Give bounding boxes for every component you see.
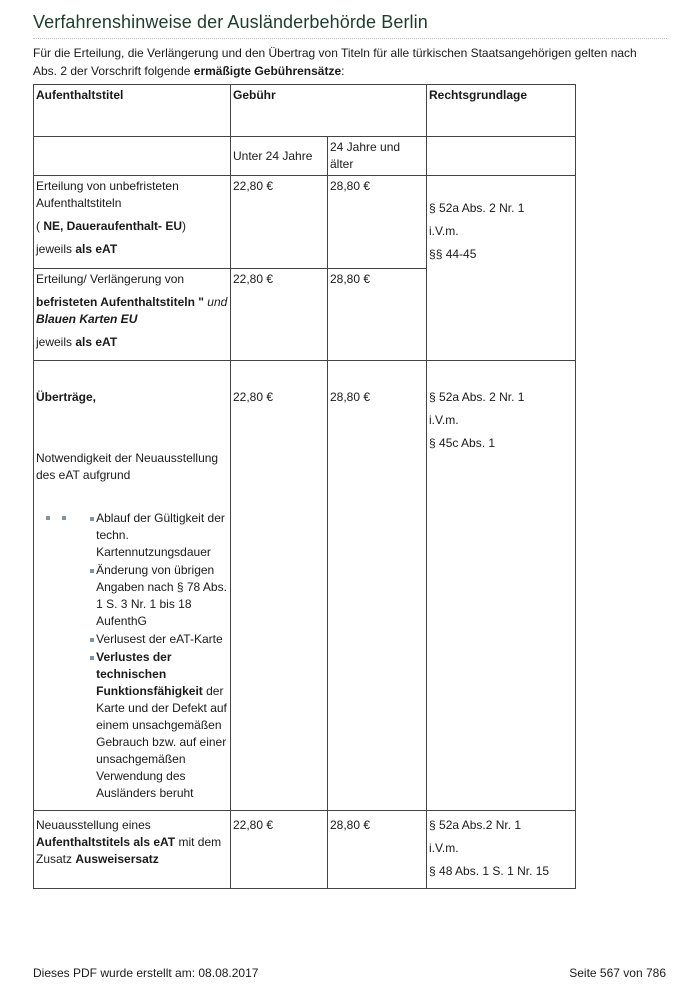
cell-text: mit dem Zusatz [36, 835, 222, 866]
cell-text: jeweils [36, 335, 76, 349]
legal-line: § 45c Abs. 1 [429, 436, 496, 450]
subheader-under-24: Unter 24 Jahre [231, 137, 328, 176]
italic-text: und [203, 295, 228, 309]
fee-24-and-older: 28,80 € [328, 269, 427, 361]
legal-basis-cell [427, 811, 576, 889]
table-header-row [34, 85, 576, 137]
legal-line: i.V.m. [429, 841, 459, 855]
legal-line: i.V.m. [429, 224, 459, 238]
row-title: Überträge, [36, 390, 97, 404]
title-cell-befristet [34, 269, 231, 361]
cell-text-line [36, 294, 228, 328]
legal-line: § 52a Abs. 2 Nr. 1 [429, 201, 525, 215]
footer-created-date: Dieses PDF wurde erstellt am: 08.08.2017 [33, 966, 259, 980]
paren-close: ) [182, 219, 187, 233]
intro-text: Für die Erteilung, die Verlängerung und den Übertrag von Titeln für alle türkischen Staatsangehörigen gelten nach Abs. 2 der Vorschrift folgende [33, 46, 637, 78]
bold-text: befristeten Aufenthaltstiteln " [36, 295, 204, 309]
footer-page-number: Seite 567 von 786 [569, 966, 666, 980]
reason-text: Änderung von übrigen Angaben nach § 78 Abs. 1 S. 3 Nr. 1 bis 18 AufenthG [96, 563, 227, 628]
paren-open: ( [36, 219, 44, 233]
legal-line: §§ 44-45 [429, 247, 477, 261]
bold-text: als eAT [75, 242, 118, 256]
reason-intro: Notwendigkeit der Neuausstellung des eAT aufgrund [36, 451, 219, 482]
cell-text: Erteilung von unbefristeten Aufenthaltstiteln [36, 179, 179, 210]
table-subheader-row [34, 137, 576, 176]
cell-text: Erteilung/ Verlängerung von [36, 272, 185, 286]
cell-text-line [36, 334, 228, 351]
bullet-markers [36, 510, 90, 803]
subheader-empty [427, 137, 576, 176]
fee-24-and-older: 28,80 € [328, 811, 427, 889]
intro-paragraph [33, 44, 663, 80]
cell-text: jeweils [36, 242, 76, 256]
legal-basis-cell [427, 361, 576, 811]
table-row [34, 176, 576, 269]
table-row [34, 361, 576, 811]
list-item [90, 510, 228, 561]
bullet-icon [62, 516, 66, 520]
header-aufenthaltstitel: Aufenthaltstitel [34, 85, 231, 137]
bullet-icon [90, 656, 94, 660]
bold-text: Ausweisersatz [75, 852, 159, 866]
title-cell-unbefristet [34, 176, 231, 269]
header-rechtsgrundlage: Rechtsgrundlage [427, 85, 576, 137]
fee-24-and-older: 28,80 € [328, 361, 427, 811]
page-title: Verfahrenshinweise der Ausländerbehörde Berlin [33, 12, 428, 32]
bold-italic-text: Blauen Karten EU [36, 312, 138, 326]
title-cell-uebertraege [34, 361, 231, 811]
list-item [90, 631, 228, 648]
reason-text: der Karte und der Defekt auf einem unsachgemäßen Gebrauch bzw. auf einer unsachgemäßen Verwendung des Ausländers beruht [96, 684, 227, 800]
legal-line: § 52a Abs. 2 Nr. 1 [429, 390, 525, 404]
reason-text: Verlusest der eAT-Karte [96, 632, 223, 646]
legal-basis-cell [427, 176, 576, 361]
bullet-icon [46, 516, 50, 520]
fee-under-24: 22,80 € [231, 811, 328, 889]
reason-list [90, 510, 228, 803]
table-row [34, 811, 576, 889]
fee-under-24: 22,80 € [231, 361, 328, 811]
subheader-24-and-older: 24 Jahre und älter [328, 137, 427, 176]
cell-text-line [36, 218, 228, 235]
reason-text: Ablauf der Gültigkeit der techn. Kartennutzungsdauer [96, 511, 225, 559]
bold-text: NE, Daueraufenthalt- EU [43, 219, 183, 233]
bold-text: Aufenthaltstitels als eAT [36, 835, 176, 849]
reason-list-wrapper [36, 510, 228, 803]
subheader-empty [34, 137, 231, 176]
title-cell-neuausstellung [34, 811, 231, 889]
cell-text-line [36, 241, 228, 258]
bullet-icon [90, 569, 94, 573]
fee-under-24: 22,80 € [231, 176, 328, 269]
legal-line: § 48 Abs. 1 S. 1 Nr. 15 [429, 864, 550, 878]
fee-24-and-older: 28,80 € [328, 176, 427, 269]
bullet-icon [90, 517, 94, 521]
cell-text: Neuausstellung eines [36, 818, 151, 832]
list-item [90, 562, 228, 630]
intro-bold-text: ermäßigte Gebührensätze [193, 64, 342, 78]
legal-line: i.V.m. [429, 413, 459, 427]
title-divider [33, 38, 667, 39]
header-gebuehr: Gebühr [231, 85, 427, 137]
intro-tail: : [341, 64, 345, 78]
fee-table [33, 84, 576, 889]
reason-bold-text: Verlustes der technischen Funktionsfähigkeit [96, 650, 203, 698]
bullet-icon [90, 638, 94, 642]
bold-text: als eAT [75, 335, 118, 349]
fee-under-24: 22,80 € [231, 269, 328, 361]
legal-line: § 52a Abs.2 Nr. 1 [429, 818, 522, 832]
list-item [90, 649, 228, 802]
